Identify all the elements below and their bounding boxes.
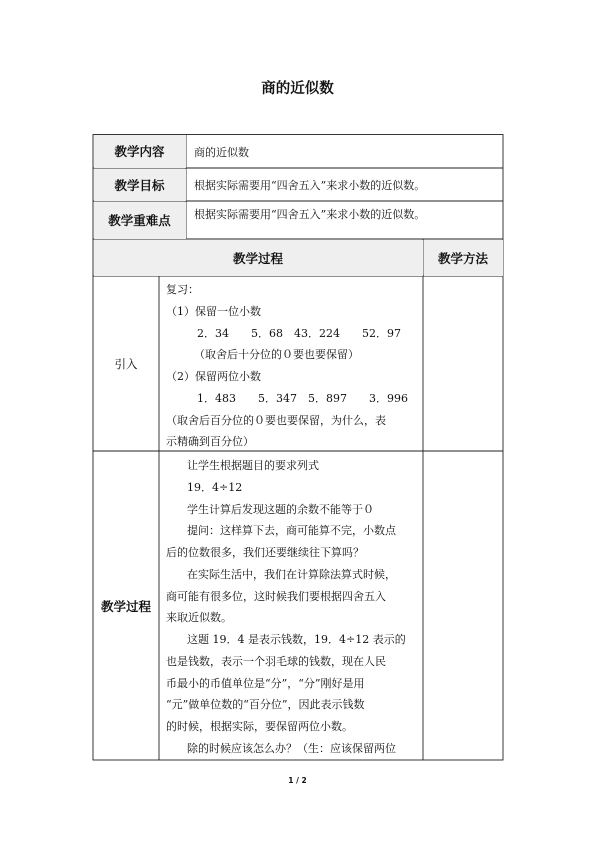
intro-line: （取舍后百分位的０要也要保留，为什么，表 [166,414,386,427]
process-line: 在实际生活中，我们在计算除法算式时候， [187,568,396,581]
row-label-content: 教学内容 [94,135,186,168]
row-value-goal: 根据实际需要用“四舍五入”来求小数的近似数。 [194,178,426,192]
row-value-keypoints: 根据实际需要用“四舍五入”来求小数的近似数。 [194,208,426,221]
page-number: 1 / 2 [288,776,307,785]
intro-line: （2）保留两位小数 [166,370,261,383]
intro-line: 2．34 5．68 43．224 52．97 [197,327,401,340]
intro-line: （1）保留一位小数 [166,305,261,318]
intro-line: 示精确到百分位） [166,435,254,448]
intro-line: （取舍后十分位的０要也要保留） [194,348,359,361]
process-line: 来取近似数。 [166,611,232,624]
section-label-intro: 引入 [114,356,138,371]
row-label-goal: 教学目标 [94,169,186,201]
intro-line: 复习： [166,283,199,296]
section-label-process: 教学过程 [100,598,151,614]
process-line: 的时候，根据实际，要保留两位小数。 [166,720,353,733]
process-line: 19．4÷12 [187,481,243,494]
intro-line: 1．483 5．347 5．897 3．996 [197,392,408,405]
process-line: 除的时候应该怎么办？（生：应该保留两位 [187,742,396,755]
row-label-keypoints: 教学重难点 [94,202,186,239]
method-header: 教学方法 [424,240,503,276]
process-line: 让学生根据题目的要求列式 [187,459,319,472]
process-line: 也是钱数，表示一个羽毛球的钱数，现在人民 [166,655,386,668]
process-line: 这题 19．4 是表示钱数，19．4÷12 表示的 [187,633,406,646]
process-line: 后的位数很多，我们还要继续往下算吗？ [166,546,364,559]
process-header: 教学过程 [94,240,423,276]
process-line: 币最小的币值单位是“分”，“分”刚好是用 [166,677,365,690]
process-line: 学生计算后发现这题的余数不能等于０ [187,503,374,516]
row-value-content: 商的近似数 [194,145,249,159]
process-line: 商可能有很多位，这时候我们要根据四舍五入 [166,590,386,603]
process-line: “元”做单位数的“百分位”，因此表示钱数 [166,698,365,711]
page-title: 商的近似数 [261,81,334,97]
process-line: 提问：这样算下去，商可能算不完，小数点 [187,524,396,537]
